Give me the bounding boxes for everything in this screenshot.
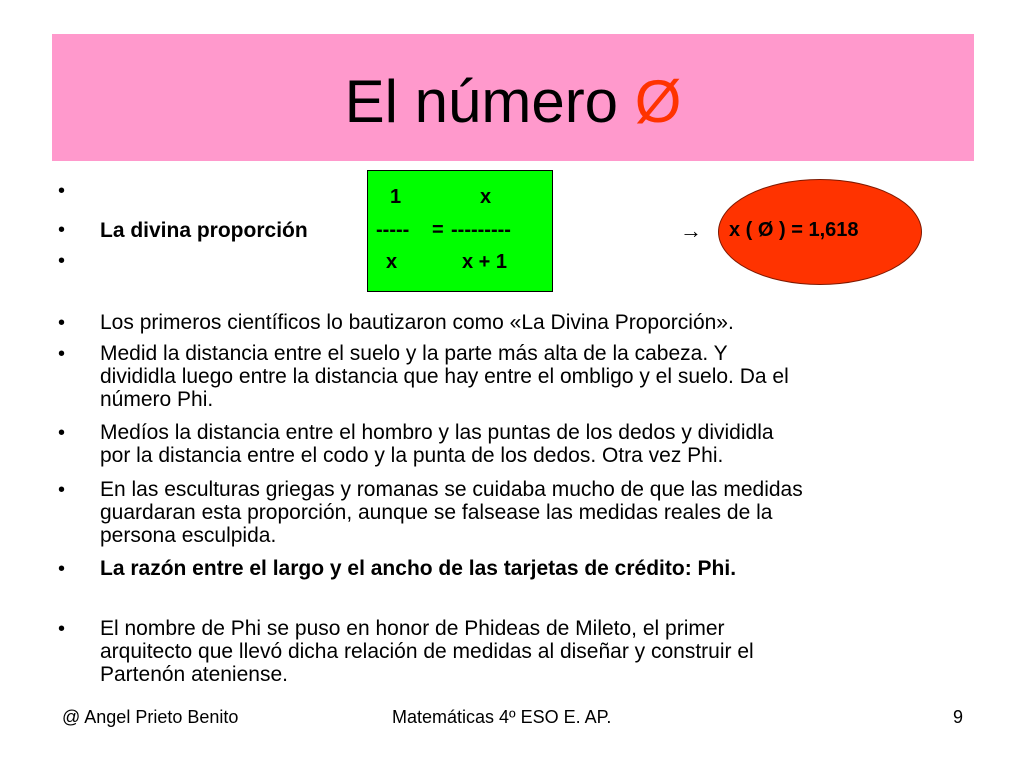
paragraph-line: arquitecto que llevó dicha relación de medidas al diseñar y construir el: [100, 640, 754, 663]
bullet: •: [58, 180, 66, 202]
slide-title: [52, 34, 974, 161]
footer-course: Matemáticas 4º ESO E. AP.: [392, 707, 612, 727]
bullet: •: [58, 618, 66, 640]
fraction-bar-right: ---------: [451, 219, 511, 241]
paragraph-line: El nombre de Phi se puso en honor de Phideas de Mileto, el primer: [100, 617, 725, 640]
equals-sign: =: [432, 219, 444, 241]
bullet: •: [58, 343, 66, 365]
denominator-right: x + 1: [462, 251, 508, 273]
numerator-right: x: [480, 186, 492, 208]
paragraph-line: Partenón ateniense.: [100, 663, 288, 686]
footer-author: @ Angel Prieto Benito: [62, 707, 239, 727]
paragraph-line: guardaran esta proporción, aunque se falsease las medidas reales de la: [100, 501, 773, 524]
paragraph-line: Medíos la distancia entre el hombro y las puntas de los dedos y divididla: [100, 421, 774, 444]
fraction-bar-left: -----: [376, 219, 410, 241]
bullet: •: [58, 422, 66, 444]
bullet: •: [58, 312, 66, 334]
title-text: El número: [344, 68, 635, 135]
bullet: •: [58, 219, 66, 241]
paragraph-line: por la distancia entre el codo y la punta de los dedos. Otra vez Phi.: [100, 444, 724, 467]
denominator-left: x: [386, 251, 398, 273]
paragraph-line: persona esculpida.: [100, 524, 277, 547]
paragraph-line: Los primeros científicos lo bautizaron como «La Divina Proporción».: [100, 311, 734, 334]
paragraph-line: Medid la distancia entre el suelo y la parte más alta de la cabeza. Y: [100, 342, 728, 365]
paragraph-line: En las esculturas griegas y romanas se cuidaba mucho de que las medidas: [100, 478, 803, 501]
phi-value: x ( Ø ) = 1,618: [729, 219, 859, 241]
paragraph-line: La razón entre el largo y el ancho de las tarjetas de crédito: Phi.: [100, 557, 737, 580]
paragraph-line: número Phi.: [100, 388, 214, 411]
bullet: •: [58, 250, 66, 272]
footer-page-number: 9: [953, 707, 964, 727]
paragraph-line: divididla luego entre la distancia que hay entre el ombligo y el suelo. Da el: [100, 365, 789, 388]
bullet: •: [58, 479, 66, 501]
arrow-right-icon: →: [680, 218, 702, 243]
title-bar: [52, 34, 974, 161]
phi-symbol: Ø: [634, 68, 682, 135]
formula-label: La divina proporción: [100, 219, 308, 242]
bullet: •: [58, 558, 66, 580]
numerator-left: 1: [390, 186, 402, 208]
